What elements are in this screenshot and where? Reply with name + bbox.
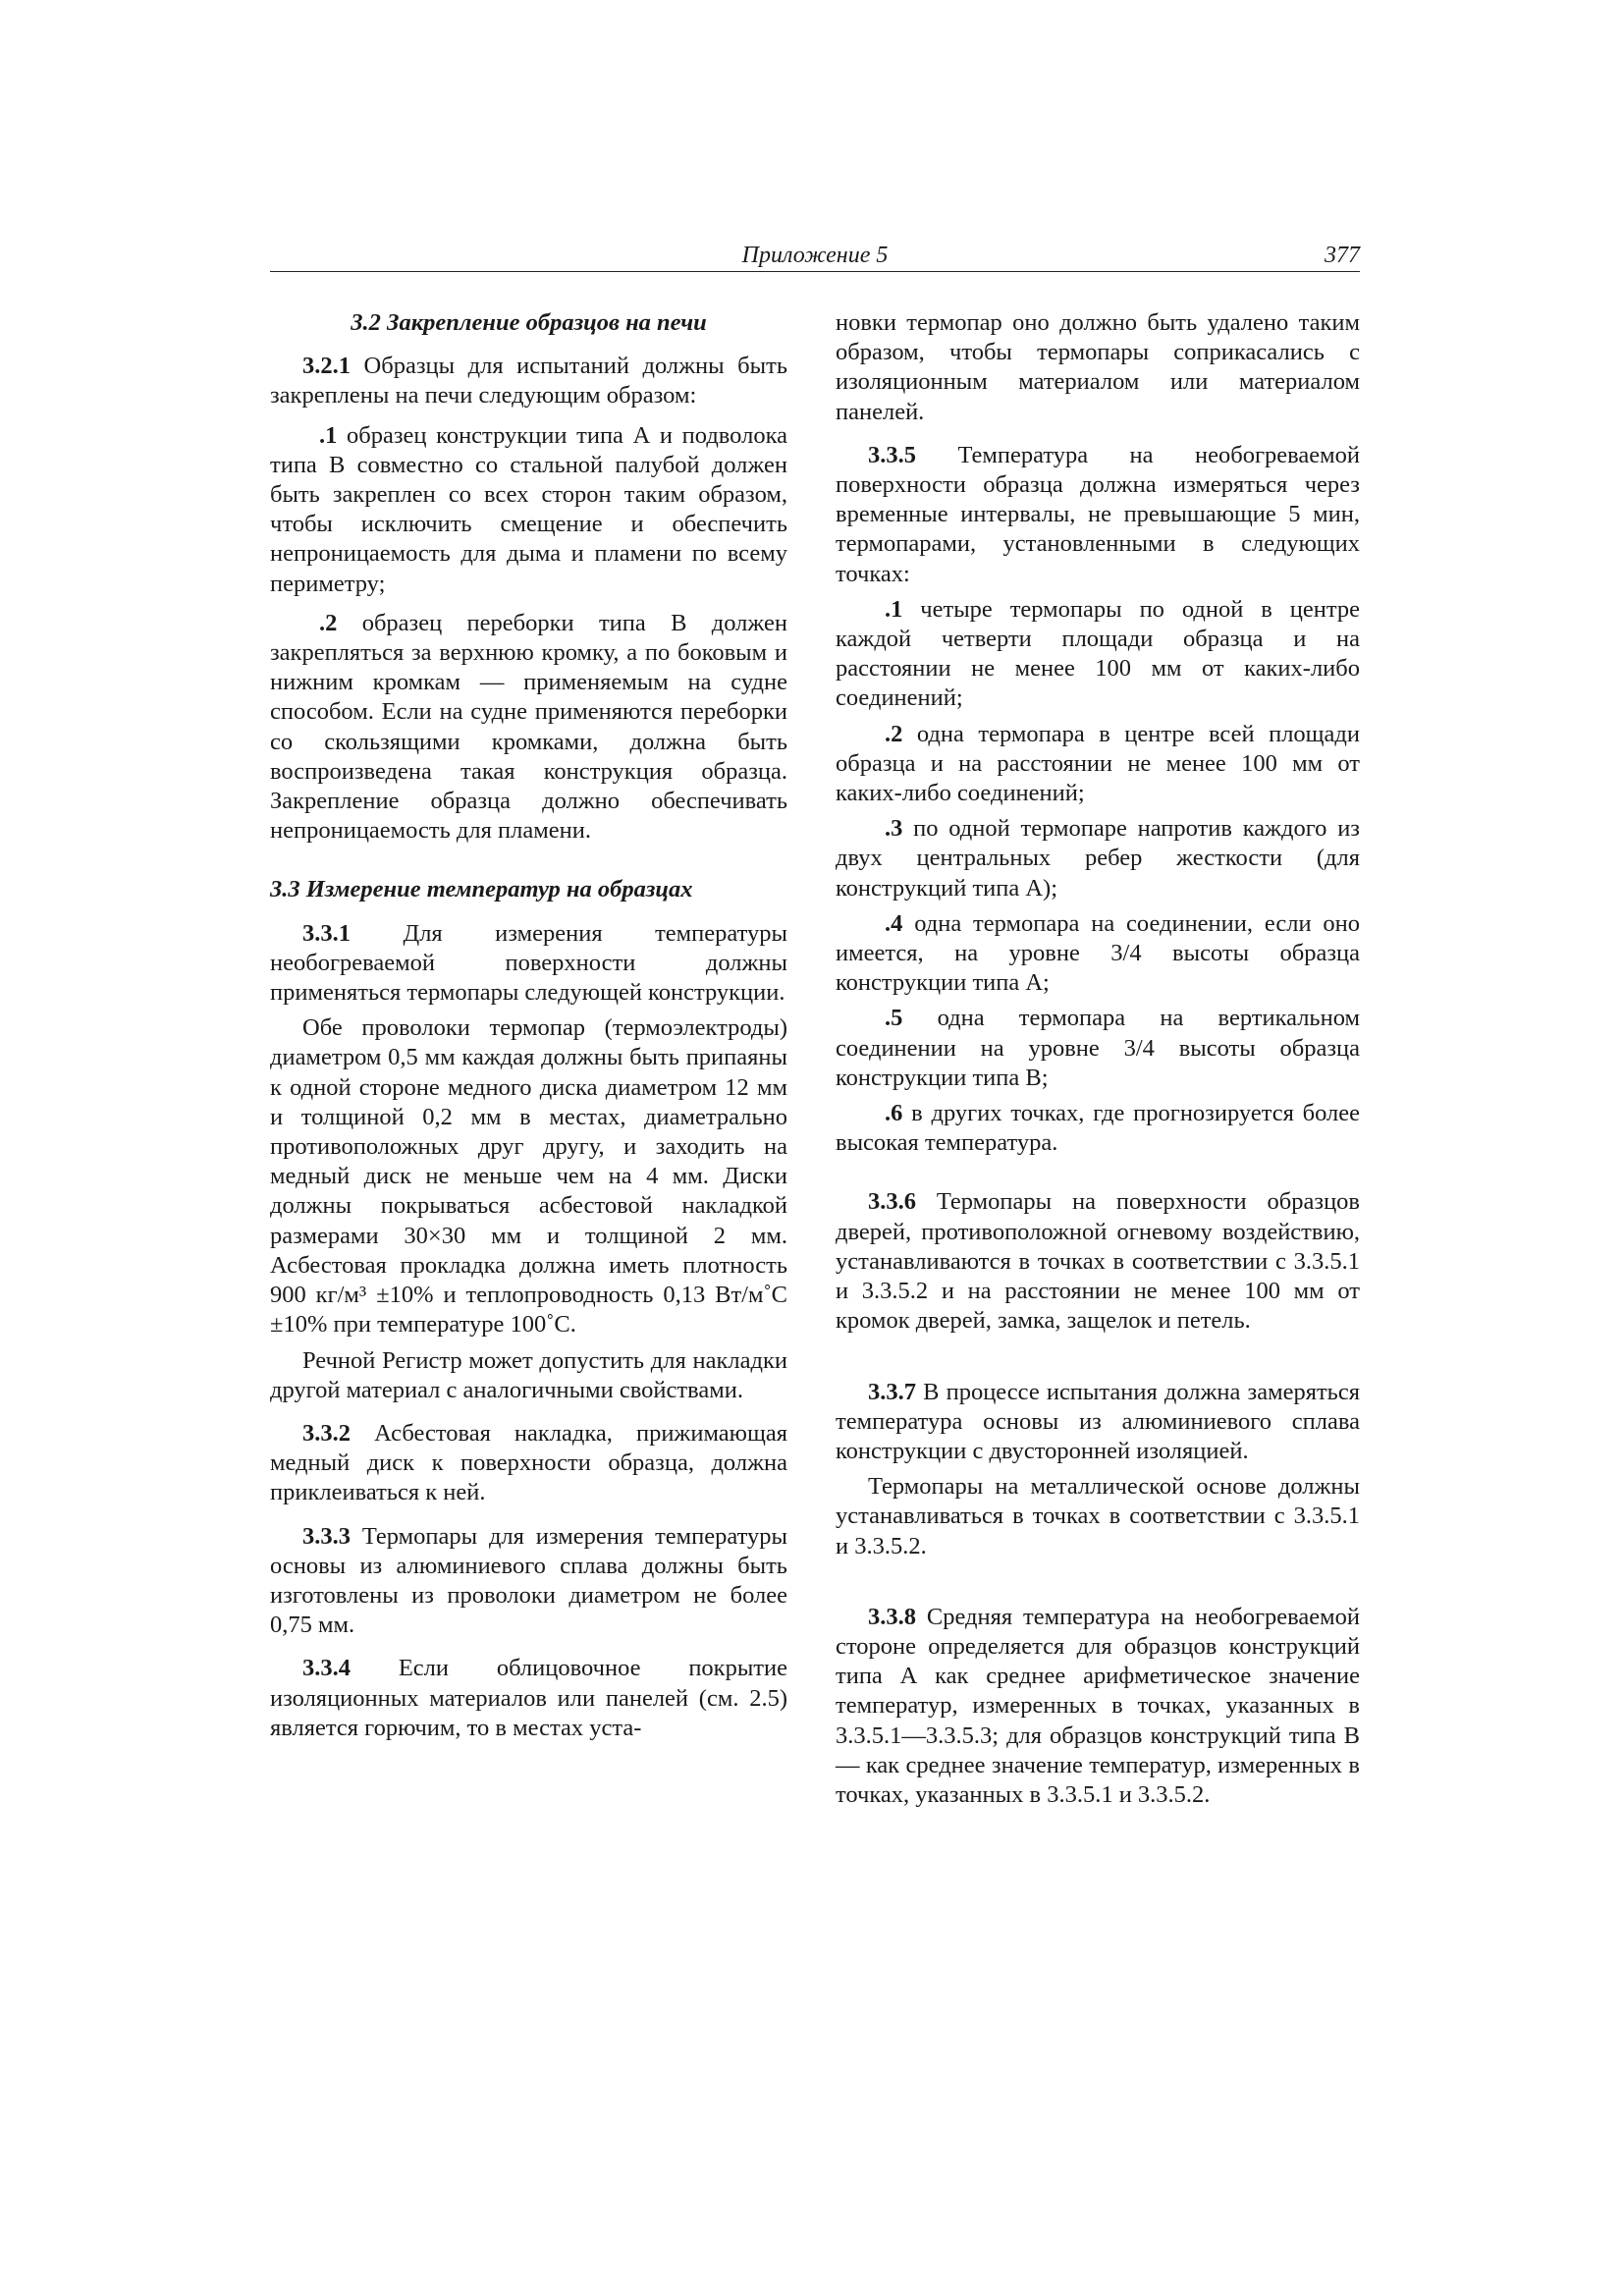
clause-number: 3.3.1 <box>302 919 351 947</box>
paragraph-3-3-5-6: .6 в других точках, где прогнозируется более высокая температура. <box>836 1100 1360 1157</box>
clause-number: .2 <box>885 720 903 747</box>
section-heading-3-2: 3.2 Закрепление образцов на печи <box>351 309 707 336</box>
paragraph-3-3-2: 3.3.2 Асбестовая накладка, прижимающая медный диск к поверхности образца, должна приклеиваться к ней. <box>270 1419 787 1506</box>
paragraph-3-3-7-note: Термопары на металлической основе должны устанавливаться в точках в соответствии с 3.3.5.1 и 3.3.5.2. <box>836 1473 1360 1559</box>
left-column <box>270 308 787 1743</box>
clause-number: 3.3.7 <box>868 1378 916 1405</box>
clause-number: 3.3.8 <box>868 1603 916 1630</box>
clause-number: .4 <box>885 909 903 937</box>
clause-number: 3.3.2 <box>302 1419 351 1447</box>
page-header <box>270 242 1360 272</box>
clause-number: .5 <box>885 1005 903 1032</box>
section-heading-3-3: 3.3 Измерение температур на образцах <box>270 876 693 903</box>
clause-number: 3.2.1 <box>302 353 351 380</box>
paragraph-3-3-5-3: .3 по одной термопаре напротив каждого из двух центральных ребер жесткости (для конструкций типа А); <box>836 815 1360 902</box>
paragraph-3-3-5: 3.3.5 Температура на необогреваемой поверхности образца должна измеряться через временные интервалы, не превышающие 5 мин, термопарами, установленными в следующих точках: <box>836 441 1360 587</box>
paragraph-3-3-6: 3.3.6 Термопары на поверхности образцов дверей, противоположной огневому воздействию, устанавливаются в точках в соответствии с 3.3.5.1 и 3.3.5.2 и на расстоянии не менее 100 мм от кромок дверей, замка, защелок и петель. <box>836 1188 1360 1335</box>
paragraph-3-3-1: 3.3.1 Для измерения температуры необогреваемой поверхности должны применяться термопары следующей конструкции. <box>270 919 787 1007</box>
clause-number: 3.3.3 <box>302 1522 351 1550</box>
right-column <box>836 308 1360 1810</box>
clause-number: .6 <box>885 1100 903 1127</box>
paragraph-3-3-5-4: .4 одна термопара на соединении, если оно имеется, на уровне 3/4 высоты образца конструкции типа А; <box>836 909 1360 997</box>
paragraph-3-3-4-continued: новки термопар оно должно быть удалено таким образом, чтобы термопары соприкасались с изоляционным материалом или материалом панелей. <box>836 309 1360 425</box>
paragraph-3-3-8: 3.3.8 Средняя температура на необогреваемой стороне определяется для образцов конструкций типа А как среднее арифметическое значение температур, измеренных в точках, указанных в 3.3.5.1—3.3.5.3; для образцов конструкций типа В — как среднее значение температур, измеренных в точках, указанных в 3.3.5.1 и 3.3.5.2. <box>836 1603 1360 1808</box>
clause-number: .3 <box>885 815 903 843</box>
paragraph-3-3-5-5: .5 одна термопара на вертикальном соединении на уровне 3/4 высоты образца конструкции типа В; <box>836 1005 1360 1091</box>
clause-number: .1 <box>885 595 903 623</box>
paragraph-3-2-1-1: .1 образец конструкции типа А и подволока типа В совместно со стальной палубой должен быть закреплен со всех сторон таким образом, чтобы исключить смещение и обеспечить непроницаемость для дыма и пламени по всему периметру; <box>270 421 787 597</box>
paragraph-3-2-1-2: .2 образец переборки типа В должен закрепляться за верхнюю кромку, а по боковым и нижним кромкам — применяемым на судне способом. Если на судне применяются переборки со скользящими кромками, должна быть воспроизведена такая конструкция образца. Закрепление образца должно обеспечивать непроницаемость для пламени. <box>270 609 787 845</box>
page-number: 377 <box>1325 243 1360 268</box>
paragraph-3-3-3: 3.3.3 Термопары для измерения температуры основы из алюминиевого сплава должны быть изготовлены из проволоки диаметром не более 0,75 мм. <box>270 1522 787 1639</box>
paragraph-3-3-5-2: .2 одна термопара в центре всей площади образца и на расстоянии не менее 100 мм от каких-либо соединений; <box>836 720 1360 807</box>
clause-number: .1 <box>319 421 338 449</box>
clause-number: 3.3.4 <box>302 1655 351 1682</box>
paragraph-3-3-7: 3.3.7 В процессе испытания должна замеряться температура основы из алюминиевого сплава конструкции с двусторонней изоляцией. <box>836 1378 1360 1464</box>
clause-number: 3.3.6 <box>868 1188 916 1216</box>
running-title: Приложение 5 <box>741 243 889 268</box>
paragraph-3-3-4: 3.3.4 Если облицовочное покрытие изоляционных материалов или панелей (см. 2.5) является горючим, то в местах уста- <box>270 1655 787 1741</box>
paragraph-3-3-5-1: .1 четыре термопары по одной в центре каждой четверти площади образца и на расстоянии не менее 100 мм от каких-либо соединений; <box>836 595 1360 712</box>
paragraph-3-3-1-construction: Обе проволоки термопар (термоэлектроды) диаметром 0,5 мм каждая должны быть припаяны к одной стороне медного диска диаметром 12 мм и толщиной 0,2 мм в местах, диаметрально противоположных друг другу, и заходить на медный диск не меньше чем на 4 мм. Диски должны покрываться асбестовой накладкой размерами 30×30 мм и толщиной 2 мм. Асбестовая прокладка должна иметь плотность 900 кг/м³ ±10% и теплопроводность 0,13 Вт/м˚С ±10% при температуре 100˚С. <box>270 1014 787 1339</box>
paragraph-3-2-1: 3.2.1 Образцы для испытаний должны быть закреплены на печи следующим образом: <box>270 353 787 410</box>
clause-number: 3.3.5 <box>868 441 916 468</box>
paragraph-3-3-1-note: Речной Регистр может допустить для накладки другой материал с аналогичными свойствами. <box>270 1346 787 1403</box>
clause-number: .2 <box>319 609 338 636</box>
